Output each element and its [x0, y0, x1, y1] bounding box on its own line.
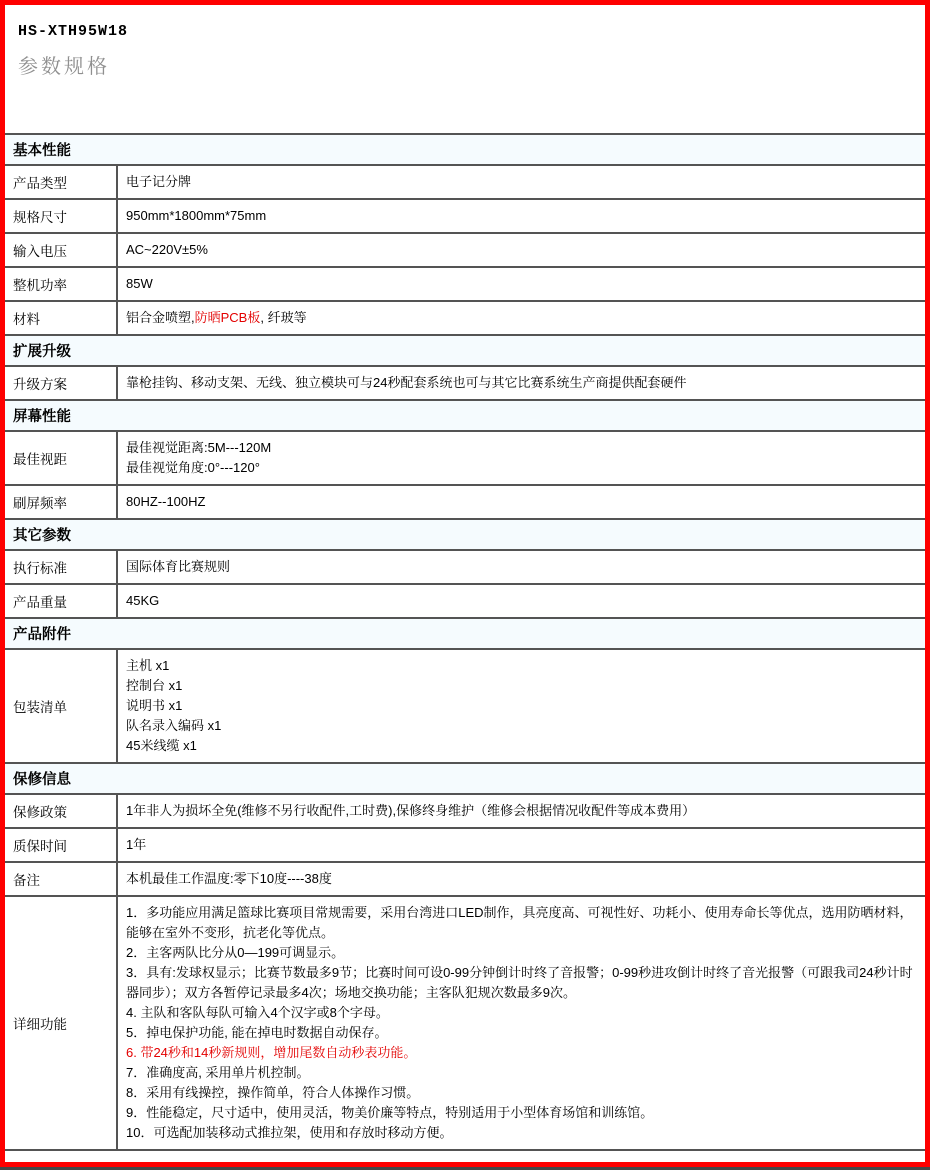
spec-value-line	[126, 656, 919, 676]
spec-label: 产品类型	[5, 166, 118, 198]
text-segment: 4. 主队和客队每队可输入4个汉字或8个字母。	[126, 1005, 389, 1020]
spec-row	[5, 300, 925, 334]
highlighted-text: 6. 带24秒和14秒新规则，增加尾数自动秒表功能。	[126, 1045, 417, 1060]
text-segment: 8．采用有线操控，操作简单，符合人体操作习惯。	[126, 1085, 420, 1100]
spec-value	[118, 234, 925, 266]
spec-label: 材料	[5, 302, 118, 334]
spec-row	[5, 430, 925, 484]
spec-value-line	[126, 716, 919, 736]
spec-row	[5, 648, 925, 762]
spec-value-line	[126, 274, 919, 294]
spec-row	[5, 895, 925, 1149]
text-segment: 80HZ--100HZ	[126, 494, 206, 509]
spec-value-line	[126, 963, 919, 1003]
spec-value	[118, 650, 925, 762]
spec-value-line	[126, 492, 919, 512]
text-segment: 铝合金喷塑,	[126, 310, 195, 325]
text-segment: 45米线缆 x1	[126, 738, 197, 753]
text-segment: 1．多功能应用满足篮球比赛项目常规需要，采用台湾进口LED制作，具亮度高、可视性好、功耗小、使用寿命长等优点，选用防晒材料，能够在室外不变形，抗老化等优点。	[126, 905, 913, 940]
section-header: 其它参数	[5, 518, 925, 549]
spec-label: 最佳视距	[5, 432, 118, 484]
section-header: 屏幕性能	[5, 399, 925, 430]
spec-label: 规格尺寸	[5, 200, 118, 232]
spec-value-line	[126, 206, 919, 226]
spec-value-line	[126, 373, 919, 393]
spec-label: 保修政策	[5, 795, 118, 827]
spec-label: 质保时间	[5, 829, 118, 861]
spec-value	[118, 166, 925, 198]
text-segment: 85W	[126, 276, 153, 291]
text-segment: 5．掉电保护功能, 能在掉电时数据自动保存。	[126, 1025, 388, 1040]
text-segment: 45KG	[126, 593, 160, 608]
spec-row	[5, 232, 925, 266]
text-segment: , 纤玻等	[260, 310, 307, 325]
spec-value-line	[126, 1103, 919, 1123]
spec-value-line	[126, 801, 919, 821]
section-header: 产品附件	[5, 617, 925, 648]
text-segment: 最佳视觉角度:0°---120°	[126, 460, 260, 475]
spec-value-line	[126, 1003, 919, 1023]
text-segment: 主机 x1	[126, 658, 170, 673]
spec-value-line	[126, 308, 919, 328]
text-segment: 1年非人为损坏全免(维修不另行收配件,工时费),保修终身维护（维修会根据情况收配件等成本费用）	[126, 803, 696, 818]
spec-label: 包装清单	[5, 650, 118, 762]
text-segment: 9．性能稳定，尺寸适中，使用灵活，物美价廉等特点，特别适用于小型体育场馆和训练馆。	[126, 1105, 654, 1120]
spec-value-line	[126, 676, 919, 696]
spec-label: 刷屏频率	[5, 486, 118, 518]
spec-label: 整机功率	[5, 268, 118, 300]
spec-value-line	[126, 172, 919, 192]
spec-row	[5, 793, 925, 827]
text-segment: 国际体育比赛规则	[126, 559, 231, 574]
spec-value	[118, 897, 925, 1149]
spec-label: 详细功能	[5, 897, 118, 1149]
spec-value-line	[126, 943, 919, 963]
text-segment: 控制台 x1	[126, 678, 183, 693]
spec-value	[118, 432, 925, 484]
spec-value	[118, 585, 925, 617]
text-segment: 靠枪挂钩、移动支架、无线、独立模块可与24秒配套系统也可与其它比赛系统生产商提供配套硬件	[126, 375, 687, 390]
spec-value-line	[126, 591, 919, 611]
section-header: 基本性能	[5, 133, 925, 164]
spec-value	[118, 200, 925, 232]
spec-value	[118, 863, 925, 895]
spec-value	[118, 795, 925, 827]
spec-value-line	[126, 696, 919, 716]
spec-value-line	[126, 1023, 919, 1043]
spec-value	[118, 302, 925, 334]
spec-value-line	[126, 557, 919, 577]
page-header	[5, 5, 925, 79]
spec-value-line	[126, 903, 919, 943]
spec-label: 备注	[5, 863, 118, 895]
spec-row	[5, 266, 925, 300]
text-segment: AC~220V±5%	[126, 242, 208, 257]
spec-row	[5, 365, 925, 399]
spec-row	[5, 549, 925, 583]
spec-value-line	[126, 240, 919, 260]
spec-value	[118, 829, 925, 861]
spec-label: 产品重量	[5, 585, 118, 617]
text-segment: 电子记分牌	[126, 174, 192, 189]
spec-value	[118, 486, 925, 518]
text-segment: 队名录入编码 x1	[126, 718, 222, 733]
page-title: 参数规格	[18, 56, 110, 78]
spec-row	[5, 861, 925, 895]
text-segment: 本机最佳工作温度:零下10度----38度	[126, 871, 332, 886]
spec-row	[5, 484, 925, 518]
spec-label: 升级方案	[5, 367, 118, 399]
spec-value-line	[126, 835, 919, 855]
text-segment: 3．具有:发球权显示；比赛节数最多9节；比赛时间可设0-99分钟倒计时终了音报警；0-99秒进攻倒计时终了音光报警（可跟我司24秒计时器同步）；双方各暂停记录最多4次；场地交换功能；主客队犯规次数最多9次。	[126, 965, 913, 1000]
spec-value-line	[126, 1123, 919, 1143]
spec-row	[5, 827, 925, 861]
spec-row	[5, 198, 925, 232]
spec-value-line	[126, 438, 919, 458]
spec-value-line	[126, 869, 919, 889]
highlighted-text: 防晒PCB板	[194, 310, 261, 325]
spec-value-line	[126, 1043, 919, 1063]
text-segment: 10．可选配加装移动式推拉架，使用和存放时移动方便。	[126, 1125, 453, 1140]
spec-value	[118, 367, 925, 399]
spec-row	[5, 583, 925, 617]
spec-value-line	[126, 458, 919, 478]
text-segment: 最佳视觉距离:5M---120M	[126, 440, 272, 455]
text-segment: 2．主客两队比分从0—199可调显示。	[126, 945, 345, 960]
spec-value	[118, 551, 925, 583]
text-segment: 950mm*1800mm*75mm	[126, 208, 267, 223]
spec-label: 执行标准	[5, 551, 118, 583]
text-segment: 说明书 x1	[126, 698, 183, 713]
spec-value-line	[126, 1083, 919, 1103]
text-segment: 1年	[126, 837, 147, 852]
spec-table	[5, 133, 925, 1151]
text-segment: 7．准确度高, 采用单片机控制。	[126, 1065, 310, 1080]
spec-value-line	[126, 1063, 919, 1083]
spec-label: 输入电压	[5, 234, 118, 266]
section-header: 保修信息	[5, 762, 925, 793]
spec-row	[5, 164, 925, 198]
product-model: HS-XTH95W18	[18, 23, 129, 40]
section-header: 扩展升级	[5, 334, 925, 365]
spec-value-line	[126, 736, 919, 756]
spec-value	[118, 268, 925, 300]
